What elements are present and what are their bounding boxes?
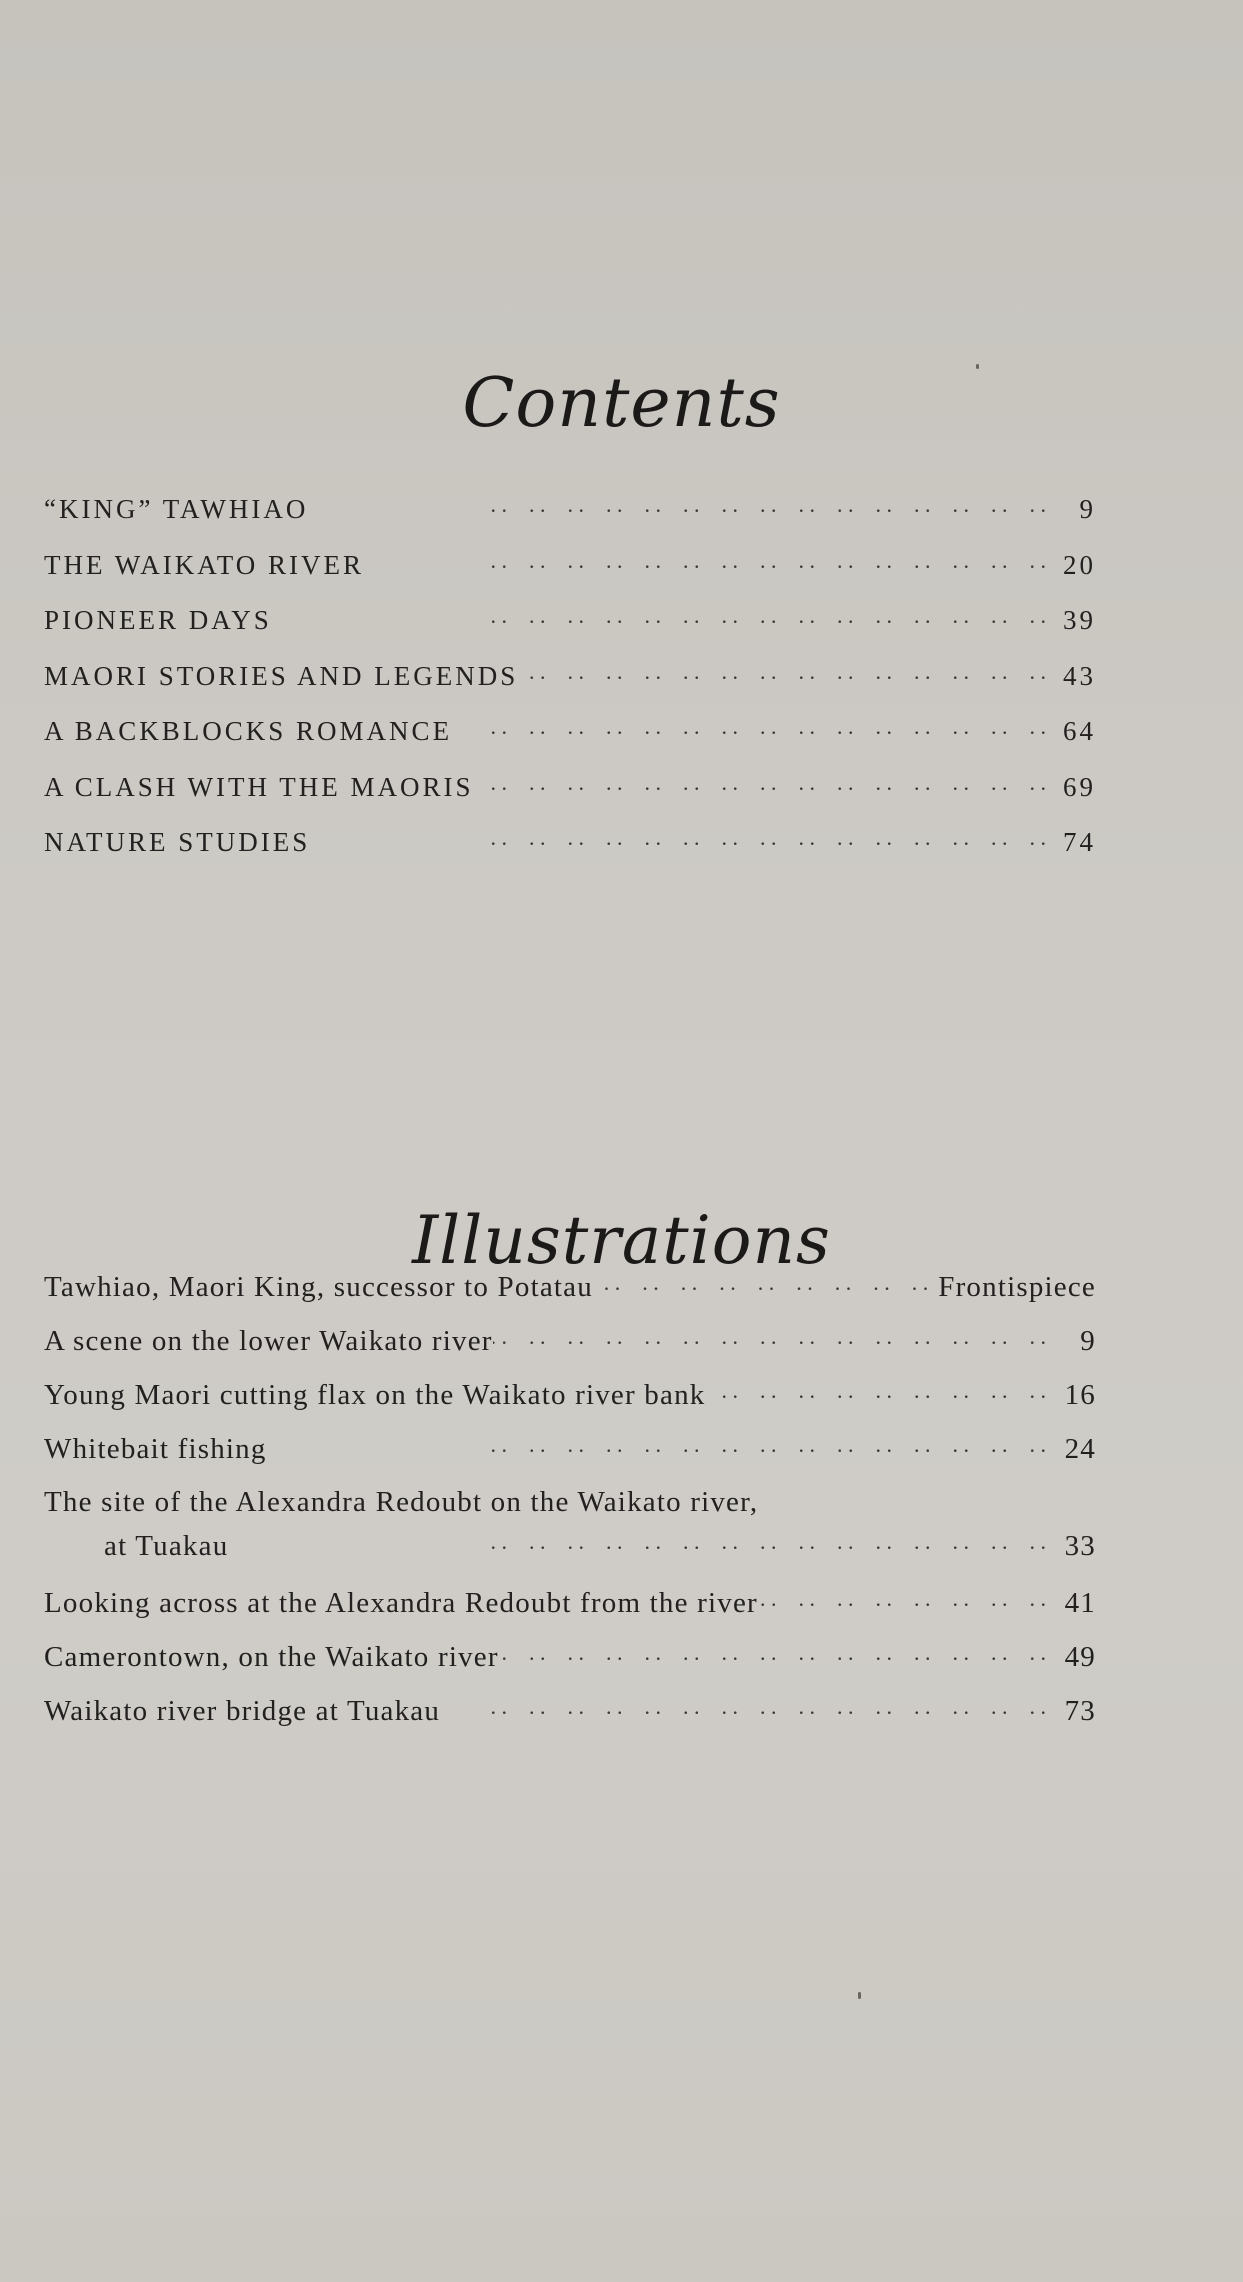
dot-leader (518, 659, 1056, 685)
dot-leader (308, 492, 1056, 518)
entry-title: A CLASH WITH THE MAORIS (44, 771, 474, 802)
dot-leader (228, 1529, 1056, 1555)
entry-title: A scene on the lower Waikato river (44, 1325, 493, 1357)
illustration-entry (44, 1324, 1096, 1378)
contents-list (44, 492, 1096, 881)
dot-leader (272, 603, 1056, 629)
entry-title: Waikato river bridge at Tuakau (44, 1695, 441, 1727)
entry-page: 41 (1064, 1587, 1096, 1619)
illustration-entry (44, 1694, 1096, 1748)
illustration-entry (44, 1432, 1096, 1486)
entry-title-continuation: at Tuakau (104, 1530, 229, 1562)
dot-leader (267, 1432, 1056, 1458)
entry-page: 20 (1063, 549, 1096, 580)
illustration-entry (44, 1586, 1096, 1640)
illustration-entry (44, 1378, 1096, 1432)
dot-leader (474, 770, 1056, 796)
illustration-entry (44, 1486, 1096, 1586)
dot-leader (499, 1640, 1056, 1666)
entry-page: 64 (1063, 716, 1096, 746)
contents-entry (44, 603, 1096, 659)
contents-heading: Contents (462, 363, 781, 443)
entry-page: 9 (1080, 1325, 1096, 1357)
contents-entry (44, 548, 1096, 604)
entry-page: 43 (1063, 660, 1096, 691)
dot-leader (452, 714, 1056, 740)
entry-title: PIONEER DAYS (44, 605, 272, 635)
dot-leader (758, 1586, 1056, 1612)
entry-page: 33 (1064, 1530, 1096, 1562)
entry-title: MAORI STORIES AND LEGENDS (44, 660, 519, 691)
illustrations-list (44, 1270, 1096, 1748)
entry-page: 16 (1064, 1379, 1096, 1411)
entry-title: Whitebait fishing (44, 1433, 267, 1465)
entry-title: Looking across at the Alexandra Redoubt from the river (44, 1587, 758, 1619)
entry-title: NATURE STUDIES (44, 827, 311, 857)
dot-leader (493, 1324, 1056, 1350)
entry-page: 73 (1064, 1695, 1096, 1727)
dot-leader (364, 548, 1056, 574)
paper-speck (976, 364, 979, 369)
entry-title: Camerontown, on the Waikato river (44, 1641, 499, 1673)
dot-leader (593, 1270, 938, 1296)
illustration-entry (44, 1270, 1096, 1324)
dot-leader (705, 1378, 1056, 1404)
entry-page: 9 (1079, 494, 1096, 524)
dot-leader (440, 1694, 1056, 1720)
entry-title: Tawhiao, Maori King, successor to Potatau (44, 1271, 593, 1303)
contents-entry (44, 714, 1096, 770)
entry-continuation (44, 1529, 1096, 1563)
entry-page: 39 (1063, 605, 1096, 635)
entry-title: THE WAIKATO RIVER (44, 549, 364, 580)
entry-page: 74 (1063, 827, 1096, 857)
contents-entry (44, 492, 1096, 548)
dot-leader (310, 825, 1056, 851)
contents-entry (44, 825, 1096, 881)
entry-page: 24 (1064, 1433, 1096, 1465)
entry-page: 69 (1063, 771, 1096, 802)
illustration-entry (44, 1640, 1096, 1694)
entry-title: A BACKBLOCKS ROMANCE (44, 716, 453, 746)
paper-speck (858, 1992, 861, 1999)
contents-entry (44, 770, 1096, 826)
entry-title: Young Maori cutting flax on the Waikato river bank (44, 1379, 706, 1411)
entry-title: “KING” TAWHIAO (44, 494, 309, 524)
contents-entry (44, 659, 1096, 715)
entry-page: Frontispiece (938, 1271, 1096, 1303)
entry-title: The site of the Alexandra Redoubt on the Waikato river, (44, 1486, 759, 1518)
illustrations-heading: Illustrations (412, 1202, 831, 1280)
entry-page: 49 (1064, 1641, 1096, 1673)
